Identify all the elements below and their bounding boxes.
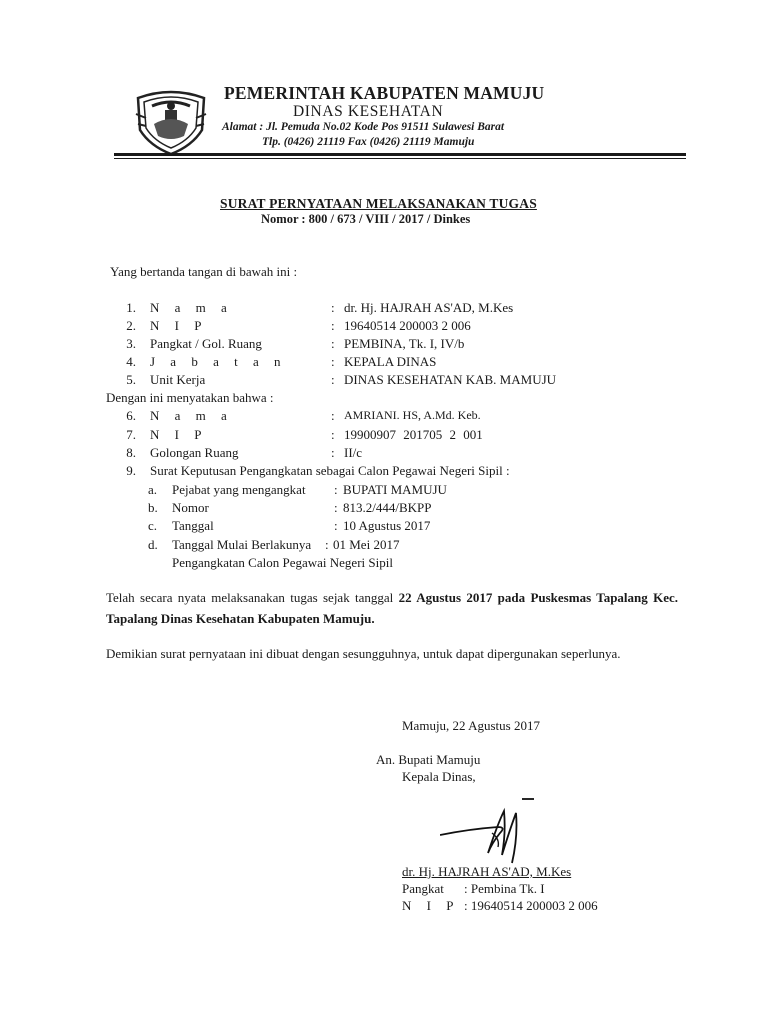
item-label: N I P [150, 318, 208, 333]
signer-position: Kepala Dinas, [402, 769, 476, 784]
regency-emblem-logo [132, 84, 210, 156]
sub-item-colon: : [334, 518, 338, 533]
sub-item-label: Nomor [172, 500, 209, 515]
letterhead-address: Alamat : Jl. Pemuda No.02 Kode Pos 91511 Sulawesi Barat [222, 121, 505, 133]
declaration-text: Dengan ini menyatakan bahwa : [106, 390, 274, 405]
rank-value: : Pembina Tk. I [464, 881, 545, 896]
item-number: 3. [126, 336, 136, 351]
sub-item-value: BUPATI MAMUJU [343, 482, 447, 497]
sub-item-continuation: Pengangkatan Calon Pegawai Negeri Sipil [172, 555, 393, 570]
item-number: 5. [126, 372, 136, 387]
sub-item-value: 813.2/444/BKPP [343, 500, 432, 515]
item-number: 8. [126, 445, 136, 460]
item-label: N a m a [150, 408, 233, 423]
sub-item-letter: b. [148, 500, 158, 515]
item-colon: : [331, 408, 335, 423]
document-number: Nomor : 800 / 673 / VIII / 2017 / Dinkes [261, 212, 471, 226]
item-value: AMRIANI. HS, A.Md. Keb. [344, 408, 481, 422]
nip-value: : 19640514 200003 2 006 [464, 898, 598, 913]
item-label: Pangkat / Gol. Ruang [150, 336, 262, 351]
item-value: 19640514 200003 2 006 [344, 318, 471, 333]
sub-item-label: Pejabat yang mengangkat [172, 482, 306, 497]
item-number: 7. [126, 427, 136, 442]
item-colon: : [331, 427, 335, 442]
sub-item-colon: : [334, 482, 338, 497]
item-value: II/c [344, 445, 363, 460]
sub-item-letter: a. [148, 482, 158, 497]
sub-item-letter: d. [148, 537, 158, 552]
item-colon: : [331, 372, 335, 387]
item-number: 9. [126, 463, 136, 478]
item-number: 1. [126, 300, 136, 315]
statement-bold: 22 Agustus 2017 pada Puskesmas Tapalang Kec. Tapalang Dinas Kesehatan Kabupaten Mamuju. [106, 590, 678, 626]
place-date: Mamuju, 22 Agustus 2017 [402, 718, 540, 733]
item-label: Unit Kerja [150, 372, 206, 387]
sub-item-colon: : [325, 537, 329, 552]
letterhead-divider-thin [114, 158, 686, 159]
statement-lead: Telah secara nyata melaksanakan tugas sejak tanggal [106, 590, 394, 605]
item-value: DINAS KESEHATAN KAB. MAMUJU [344, 372, 557, 387]
item-colon: : [331, 318, 335, 333]
item-colon: : [331, 445, 335, 460]
sub-item-label: Tanggal Mulai Berlakunya [172, 537, 312, 552]
item-colon: : [331, 336, 335, 351]
document-title: SURAT PERNYATAAN MELAKSANAKAN TUGAS [220, 196, 537, 211]
item-number: 2. [126, 318, 136, 333]
closing-paragraph: Demikian surat pernyataan ini dibuat dengan sesungguhnya, untuk dapat dipergunakan seperlunya. [106, 646, 621, 661]
nip-label: N I P [402, 898, 460, 913]
letterhead-government: PEMERINTAH KABUPATEN MAMUJU [224, 83, 545, 103]
signer-name: dr. Hj. HAJRAH AS'AD, M.Kes [402, 864, 572, 879]
letterhead-agency: DINAS KESEHATAN [293, 103, 444, 120]
sub-item-label: Tanggal [172, 518, 214, 533]
statement-paragraph [106, 587, 678, 629]
item-colon: : [331, 300, 335, 315]
rank-label: Pangkat [402, 881, 444, 896]
letterhead-divider-thick [114, 153, 686, 156]
item-colon: : [331, 354, 335, 369]
sub-item-value: 01 Mei 2017 [333, 537, 400, 552]
item-label: Golongan Ruang [150, 445, 239, 460]
sub-item-value: 10 Agustus 2017 [343, 518, 431, 533]
item-label: N I P [150, 427, 208, 442]
item-value: KEPALA DINAS [344, 354, 437, 369]
item-label: Surat Keputusan Pengangkatan sebagai Calon Pegawai Negeri Sipil : [150, 463, 510, 478]
item-label: J a b a t a n [150, 354, 287, 369]
item-value: dr. Hj. HAJRAH AS'AD, M.Kes [344, 300, 514, 315]
letterhead-phone: Tlp. (0426) 21119 Fax (0426) 21119 Mamuju [262, 136, 475, 148]
item-label: N a m a [150, 300, 233, 315]
sub-item-colon: : [334, 500, 338, 515]
item-number: 4. [126, 354, 136, 369]
on-behalf: An. Bupati Mamuju [376, 752, 481, 767]
item-value: PEMBINA, Tk. I, IV/b [344, 336, 465, 351]
item-number: 6. [126, 408, 136, 423]
intro-text: Yang bertanda tangan di bawah ini : [110, 264, 298, 279]
sub-item-letter: c. [148, 518, 158, 533]
item-value: 19900907 201705 2 001 [344, 427, 483, 442]
handwritten-signature [440, 793, 550, 871]
